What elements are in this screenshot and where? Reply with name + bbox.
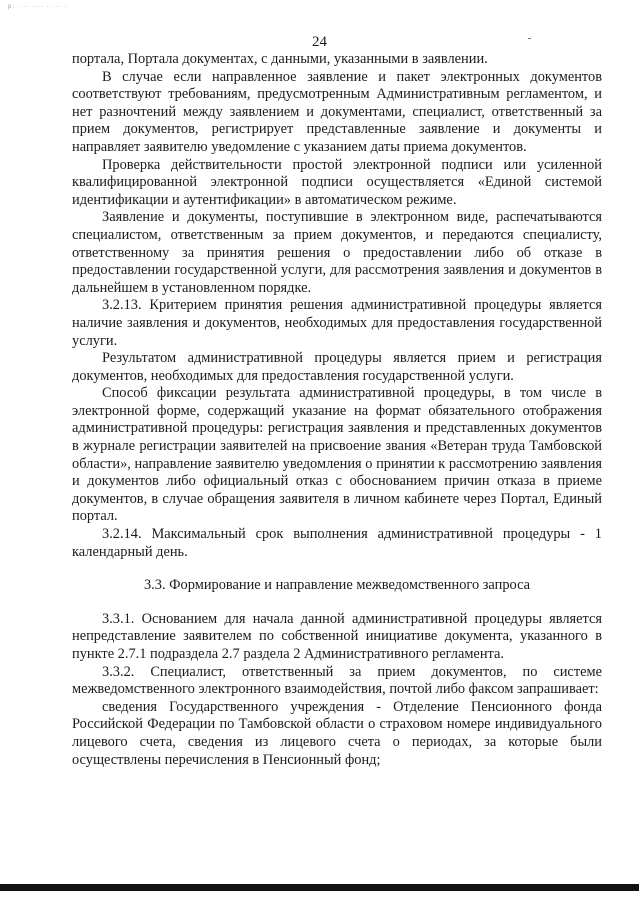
- paragraph-3-2-14: 3.2.14. Максимальный срок выполнения административной процедуры - 1 календарный день.: [72, 526, 602, 560]
- paragraph-signature-check: Проверка действительности простой электронной подписи или усиленной квалифицированной электронной подписи осуществляется «Единой системой идентификации и аутентификации» в автоматическом режиме.: [72, 156, 602, 208]
- paragraph-3-3-1: 3.3.1. Основанием для начала данной административной процедуры является непредставление заявителем по собственной инициативе документа, указанного в пункте 2.7.1 подраздела 2.7 раздела 2 Административного регламента.: [72, 610, 602, 662]
- paragraph-result: Результатом административной процедуры является прием и регистрация документов, необходимых для предоставления государственной услуги.: [72, 350, 602, 384]
- paragraph-3-2-13: 3.2.13. Критерием принятия решения административной процедуры является наличие заявления и документов, необходимых для предоставления государственной услуги.: [72, 297, 602, 349]
- paragraph-fixation-method: Способ фиксации результата административной процедуры, в том числе в электронной форме, содержащий указание на формат обязательного отображения административной процедуры: регистрация заявления и представленных документов в журнале регистрации заявителей на присвоение звания «Ветеран труда Тамбовской области», направление заявителю уведомления о принятии к рассмотрению заявления и документов либо официальный отказ с обоснованием причин отказа в приеме документов, в случае обращения заявителя в личном кабинете через Портал, Единый портал.: [72, 385, 603, 525]
- scan-speck: [528, 38, 531, 39]
- section-heading-3-3: 3.3. Формирование и направление межведомственного запроса: [143, 577, 531, 594]
- paragraph-document-compliance: В случае если направленное заявление и пакет электронных документов соответствуют требованиям, предусмотренным Административным регламентом, и нет разночтений между заявлением и документами, специалист, ответственный за прием документов, регистрирует представленные заявление и документы и направляет заявителю уведомление с указанием даты приема документов.: [72, 68, 602, 155]
- scan-bottom-edge: [0, 884, 639, 891]
- scan-artifact-text: p. · ·· ···· ·· ·· ·: [8, 4, 67, 10]
- document-body: [72, 51, 602, 769]
- paragraph-pension-fund-request: сведения Государственного учреждения - Отделение Пенсионного фонда Российской Федерации по Тамбовской области о страховом номере индивидуального лицевого счета, сведения из лицевого счета о периодах, за которые были осуществлены перечисления в Пенсионный фонд;: [72, 698, 602, 768]
- paragraph-continuation: портала, Портала документах, с данными, указанными в заявлении.: [72, 51, 488, 67]
- page-number: 24: [312, 34, 327, 50]
- paragraph-electronic-documents: Заявление и документы, поступившие в электронном виде, распечатываются специалистом, ответственным за прием документов, и передаются специалисту, ответственному за принятия решения о предоставлении либо об отказе в предоставлении государственной услуги, для рассмотрения заявления и документов в дальнейшем в установленном порядке.: [72, 209, 602, 296]
- paragraph-3-3-2: 3.3.2. Специалист, ответственный за прием документов, по системе межведомственного электронного взаимодействия, почтой либо факсом запрашивает:: [72, 663, 602, 698]
